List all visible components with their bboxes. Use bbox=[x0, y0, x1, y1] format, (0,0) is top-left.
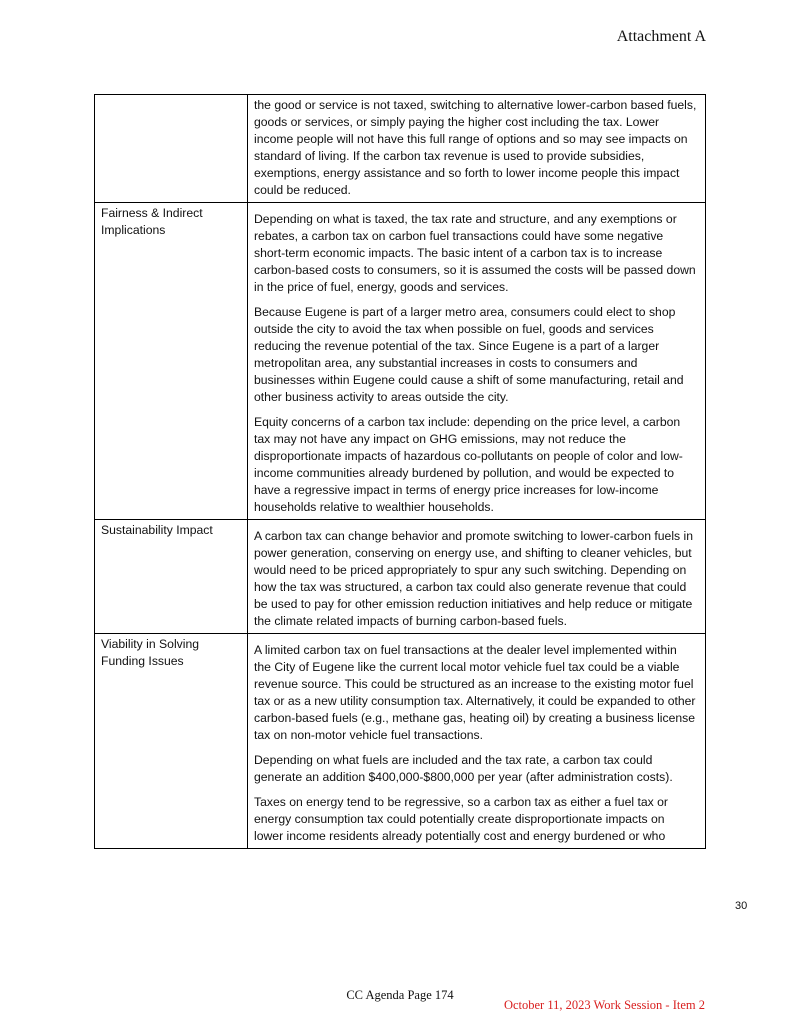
evaluation-table bbox=[94, 94, 706, 849]
paragraph: Taxes on energy tend to be regressive, so a carbon tax as either a fuel tax or energy consumption tax could potentially create disproportionate impacts on lower income residents already potentially cost and energy burdened or who bbox=[254, 795, 668, 843]
table-row bbox=[95, 95, 706, 203]
row-label: Sustainability Impact bbox=[95, 520, 248, 634]
row-label: Fairness & Indirect Implications bbox=[95, 203, 248, 520]
paragraph: Because Eugene is part of a larger metro area, consumers could elect to shop outside the city to avoid the tax when possible on fuel, goods and services reducing the revenue potential of the tax. Since Eugene is a part of a larger metropolitan area, any substantial increases in costs to consumers and businesses within Eugene could cause a shift of some manufacturing, retail and other business activity to areas outside the city. bbox=[254, 305, 684, 404]
row-content bbox=[248, 95, 706, 203]
row-label bbox=[95, 95, 248, 203]
attachment-label: Attachment A bbox=[616, 28, 706, 45]
paragraph: A limited carbon tax on fuel transactions at the dealer level implemented within the City of Eugene like the current local motor vehicle fuel tax could be a viable revenue source. This could be structured as an increase to the existing motor fuel tax or as a new utility consumption tax. Alternatively, it could be expanded to other carbon-based fuels (e.g., methane gas, heating oil) by creating a business license tax on non-motor vehicle fuel transactions. bbox=[254, 643, 696, 742]
paragraph: Depending on what fuels are included and the tax rate, a carbon tax could generate an addition $400,000-$800,000 per year (after administration costs). bbox=[254, 753, 673, 784]
agenda-page-label: CC Agenda Page 174 bbox=[346, 988, 454, 1002]
table-row bbox=[95, 634, 706, 849]
paragraph: Depending on what is taxed, the tax rate and structure, and any exemptions or rebates, a carbon tax on carbon fuel transactions could have some negative short-term economic impacts. The basic intent of a carbon tax is to increase carbon-based costs to consumers, so it is assumed the costs will be passed down in the price of fuel, energy, goods and services. bbox=[254, 212, 696, 294]
paragraph: the good or service is not taxed, switching to alternative lower-carbon based fuels, goods or services, or simply paying the higher cost including the tax. Lower income people will not have this full range of options and so may see impacts on standard of living. If the carbon tax revenue is used to provide subsidies, exemptions, energy assistance and so forth to lower income people this impact could be reduced. bbox=[254, 98, 697, 197]
row-label: Viability in Solving Funding Issues bbox=[95, 634, 248, 849]
row-content bbox=[248, 520, 706, 634]
paragraph: Equity concerns of a carbon tax include: depending on the price level, a carbon tax may not have any impact on GHG emissions, may not reduce the disproportionate impacts of hazardous co-pollutants on people of color and low-income communities already burdened by pollution, and would be expected to have a regressive impact in terms of energy price increases for low-income households relative to wealthier households. bbox=[254, 415, 683, 514]
work-session-label: October 11, 2023 Work Session - Item 2 bbox=[503, 998, 705, 1012]
row-content bbox=[248, 634, 706, 849]
table-row bbox=[95, 520, 706, 634]
table-row bbox=[95, 203, 706, 520]
page-number: 30 bbox=[735, 900, 748, 912]
row-content bbox=[248, 203, 706, 520]
paragraph: A carbon tax can change behavior and promote switching to lower-carbon fuels in power generation, conserving on energy use, and shifting to cleaner vehicles, but would need to be priced appropriately to spur any such switching. Depending on how the tax was structured, a carbon tax could also generate revenue that could be used to pay for other emission reduction initiatives and help reduce or mitigate the climate related impacts of burning carbon-based fuels. bbox=[254, 529, 694, 628]
